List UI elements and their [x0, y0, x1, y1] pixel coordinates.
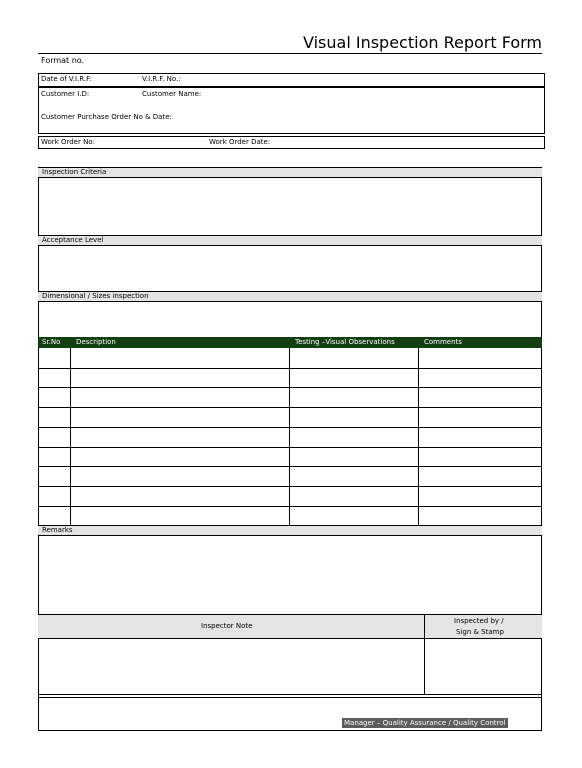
inspection-criteria-header: [38, 167, 542, 178]
inspector-note-bottom-line: [38, 638, 542, 639]
remarks-header: [38, 525, 542, 536]
customer-id-label: Customer I.D:: [41, 90, 90, 98]
date-virf-label: Date of V.I.R.F:: [41, 75, 93, 83]
work-order-box: [38, 136, 545, 149]
col-comments: Comments: [424, 338, 462, 346]
work-order-date-label: Work Order Date:: [209, 138, 271, 146]
date-virf-box: [38, 73, 545, 87]
col-sr-no: Sr.No: [42, 338, 61, 346]
acceptance-level-label: Acceptance Level: [42, 236, 104, 244]
remarks-label: Remarks: [42, 526, 73, 534]
inspected-by-label-2: Sign & Stamp: [456, 628, 504, 636]
table-row: [38, 427, 542, 428]
table-column-divider: [289, 348, 290, 525]
format-no-label: Format no.: [41, 56, 85, 65]
inspector-note-top-line: [38, 614, 542, 615]
table-row: [38, 486, 542, 487]
inspected-by-label-1: Inspected by /: [454, 617, 504, 625]
inspection-criteria-label: Inspection Criteria: [42, 168, 107, 176]
footer-line-1: [38, 694, 542, 695]
table-row: [38, 387, 542, 388]
table-row: [38, 407, 542, 408]
work-order-no-label: Work Order No:: [41, 138, 95, 146]
dimensional-label: Dimensional / Sizes inspection: [42, 292, 149, 300]
col-observations: Testing –Visual Observations: [295, 338, 395, 346]
inspector-note-divider: [424, 615, 425, 695]
table-column-divider: [70, 348, 71, 525]
footer-line-2: [38, 697, 542, 698]
observations-table-header: [38, 337, 542, 348]
manager-qa-label: Manager – Quality Assurance / Quality Control: [344, 719, 506, 727]
customer-box: [38, 87, 545, 134]
inspector-note-label: Inspector Note: [201, 622, 253, 630]
customer-po-label: Customer Purchase Order No & Date:: [41, 113, 172, 121]
table-row: [38, 506, 542, 507]
customer-name-label: Customer Name:: [142, 90, 202, 98]
acceptance-level-header: [38, 235, 542, 246]
inspection-form-box: [38, 167, 542, 731]
table-row: [38, 466, 542, 467]
col-description: Description: [76, 338, 116, 346]
table-row: [38, 368, 542, 369]
vir-no-label: V.I.R.F. No.:: [142, 75, 181, 83]
table-row: [38, 447, 542, 448]
title-underline: [38, 53, 542, 54]
form-title: Visual Inspection Report Form: [303, 33, 543, 52]
table-column-divider: [418, 348, 419, 525]
